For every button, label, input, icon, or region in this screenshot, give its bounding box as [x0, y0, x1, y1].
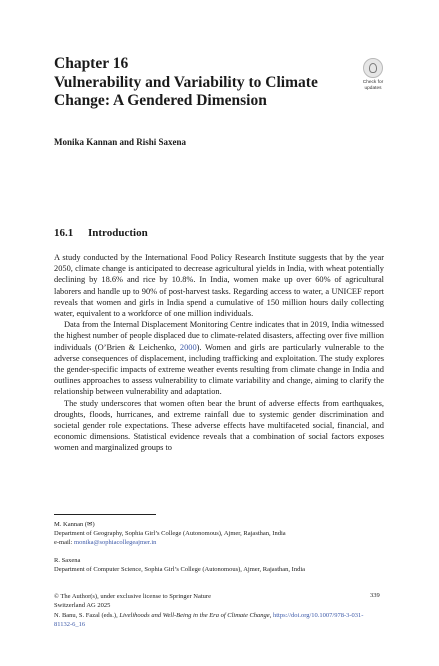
email-label: e-mail: [54, 539, 75, 546]
section-title: Introduction [88, 227, 148, 239]
author-2-name: R. Saxena [54, 557, 81, 564]
citation-link[interactable]: 2000 [179, 342, 197, 352]
badge-label [357, 80, 389, 91]
copyright-line-2: Switzerland AG 2025 [54, 602, 111, 610]
author-1-email-link[interactable]: monika@sophiacollegeajmer.in [74, 539, 157, 546]
paragraph-2-text-a: Data from the Internal Displacement Monitoring Centre indicates that in 2019, India witnessed the highest number of people displaced due to climate-related disasters, affecting over five million individuals (O’Brien & Leichenko, [54, 320, 384, 352]
badge-line-2: updates [364, 85, 382, 91]
author-2-department: Department of Computer Science, Sophia Girl’s College (Autonomous), Ajmer, Rajasthan, India [54, 566, 306, 573]
author-1-department: Department of Geography, Sophia Girl’s College (Autonomous), Ajmer, Rajasthan, India [54, 530, 286, 537]
chapter-number: Chapter 16 [54, 55, 129, 72]
author-1-name: M. Kannan (✉) [54, 521, 95, 528]
authors: Monika Kannan and Rishi Saxena [54, 137, 187, 147]
check-for-updates-icon [363, 58, 383, 78]
author-1-email-line [54, 538, 394, 547]
paragraph-3: The study underscores that women often bear the brunt of adverse effects from earthquakes, droughts, floods, hurricanes, and extreme rainfall due to systemic gender discrimination and societal gender role expectations. These adverse effects have multifaceted social, financial, and economic dimensions. Statistical evidence reveals that a combination of social factors exposes women and marginalized groups to [54, 398, 384, 453]
doi-link[interactable]: https://doi.org/10.1007/978-3-031-81132-6_16 [54, 611, 364, 628]
chapter-title: Vulnerability and Variability to Climate Change: A Gendered Dimension [54, 74, 318, 109]
badge-line-1: Check for [362, 80, 384, 85]
paragraph-2-text-b: ). Women and girls are particularly vulnerable to the adverse consequences of displacement, including trafficking and exploitation. The study explores the gender-specific impacts of extreme weather events resulting from climate change in India and outlines approaches to assess vulnerability to climate variability and change, aiming to clarify the relationship between vulnerability and adaptation. [54, 342, 384, 397]
book-title: Livelihoods and Well-Being in the Era of Climate Change [119, 611, 270, 619]
page-number: 339 [370, 592, 380, 599]
citation-line [54, 611, 364, 630]
paragraph-2 [54, 319, 384, 397]
section-heading [54, 227, 148, 239]
book-editors: N. Banu, S. Fazal (eds.), [54, 611, 120, 619]
copyright-line-1: © The Author(s), under exclusive license to Springer Nature [54, 593, 211, 600]
author-affiliation-2 [54, 556, 394, 574]
paragraph-1: A study conducted by the International Food Policy Research Institute suggests that by the year 2050, climate change is anticipated to decrease agricultural yields in India, with wheat potentially declining by 18.6% and rice by 10.8%. In India, women make up over 60% of agricultural laborers and handle up to 90% of post-harvest tasks. Regarding access to water, a UNICEF report reveals that women and girls in India spend a cumulative of 150 million hours daily collecting water, equivalent to a workforce of one million individuals. [54, 253, 384, 319]
check-for-updates-badge[interactable] [357, 58, 389, 98]
footnote-divider [54, 514, 156, 515]
section-number: 16.1 [54, 227, 74, 239]
author-affiliation-1 [54, 520, 394, 547]
body-text [54, 252, 384, 454]
copyright-notice [54, 592, 364, 629]
separator: , [269, 611, 273, 619]
